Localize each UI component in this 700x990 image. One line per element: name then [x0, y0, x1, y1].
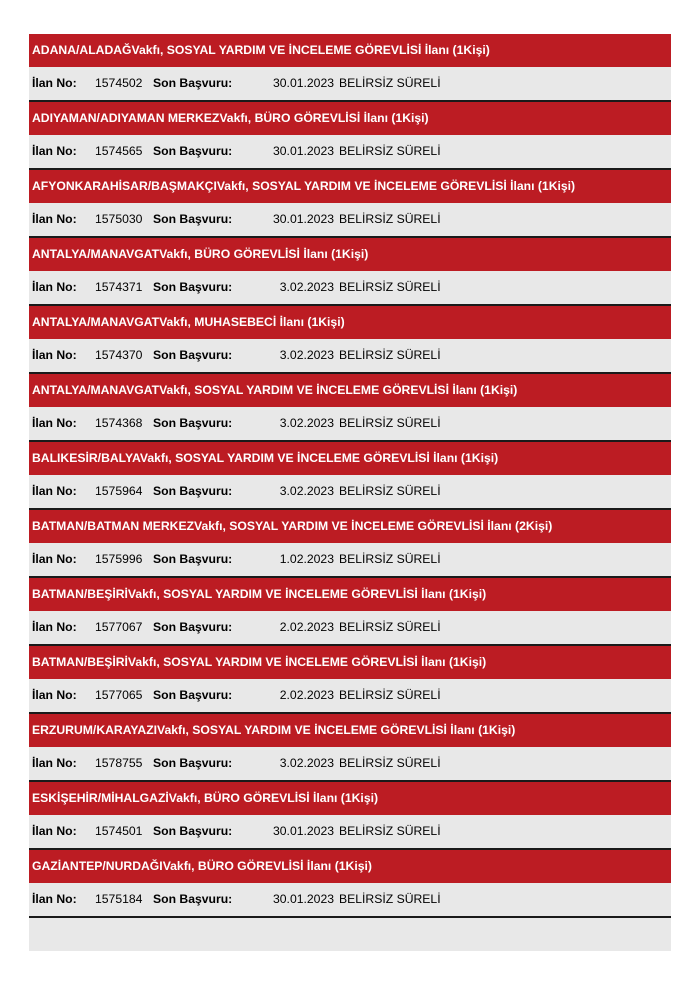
ilan-no-value: 1577065 [95, 688, 143, 702]
son-basvuru-label: Son Başvuru: [153, 552, 233, 566]
listing-entry [29, 510, 671, 578]
listing-title-place: BATMAN/BATMAN MERKEZ [32, 519, 195, 533]
listing-details [29, 815, 671, 850]
duration-value: BELİRSİZ SÜRELİ [339, 280, 441, 294]
son-basvuru-value: 30.01.2023 [273, 824, 334, 838]
ilan-no-label: İlan No: [32, 144, 77, 158]
listing-details [29, 339, 671, 374]
listing-entry [29, 646, 671, 714]
duration-value: BELİRSİZ SÜRELİ [339, 212, 441, 226]
ilan-no-value: 1575996 [95, 552, 143, 566]
listing-title[interactable] [29, 714, 671, 747]
listing-entry [29, 306, 671, 374]
listing-details [29, 271, 671, 306]
listing-title-place: ERZURUM/KARAYAZI [32, 723, 158, 737]
son-basvuru-label: Son Başvuru: [153, 620, 233, 634]
ilan-no-value: 1577067 [95, 620, 143, 634]
duration-value: BELİRSİZ SÜRELİ [339, 824, 441, 838]
listing-entry [29, 442, 671, 510]
listing-title-place: ADANA/ALADAĞ [32, 43, 132, 57]
ilan-no-value: 1575184 [95, 892, 143, 906]
son-basvuru-label: Son Başvuru: [153, 76, 233, 90]
listing-title-position: Vakfı, BÜRO GÖREVLİSİ İlanı (1Kişi) [168, 791, 379, 805]
ilan-no-label: İlan No: [32, 552, 77, 566]
ilan-no-label: İlan No: [32, 756, 77, 770]
ilan-no-value: 1575964 [95, 484, 143, 498]
ilan-no-value: 1574371 [95, 280, 143, 294]
ilan-no-label: İlan No: [32, 484, 77, 498]
listing-title-position: Vakfı, SOSYAL YARDIM VE İNCELEME GÖREVLİSİ İlanı (1Kişi) [139, 451, 499, 465]
son-basvuru-label: Son Başvuru: [153, 348, 233, 362]
listing-title[interactable] [29, 102, 671, 135]
son-basvuru-label: Son Başvuru: [153, 144, 233, 158]
duration-value: BELİRSİZ SÜRELİ [339, 756, 441, 770]
listing-title-position: Vakfı, SOSYAL YARDIM VE İNCELEME GÖREVLİSİ İlanı (1Kişi) [216, 179, 576, 193]
listing-details [29, 475, 671, 510]
listing-details [29, 203, 671, 238]
ilan-no-value: 1574502 [95, 76, 143, 90]
ilan-no-label: İlan No: [32, 416, 77, 430]
duration-value: BELİRSİZ SÜRELİ [339, 688, 441, 702]
son-basvuru-label: Son Başvuru: [153, 280, 233, 294]
ilan-no-label: İlan No: [32, 280, 77, 294]
listing-entry [29, 374, 671, 442]
listing-title-place: AFYONKARAHİSAR/BAŞMAKÇI [32, 179, 217, 193]
son-basvuru-value: 3.02.2023 [279, 756, 334, 770]
ilan-no-label: İlan No: [32, 348, 77, 362]
son-basvuru-value: 30.01.2023 [273, 76, 334, 90]
son-basvuru-value: 30.01.2023 [273, 144, 334, 158]
ilan-no-label: İlan No: [32, 76, 77, 90]
ilan-no-label: İlan No: [32, 212, 77, 226]
listing-title-position: Vakfı, SOSYAL YARDIM VE İNCELEME GÖREVLİSİ İlanı (1Kişi) [131, 43, 490, 57]
duration-value: BELİRSİZ SÜRELİ [339, 348, 441, 362]
listing-title-place: ANTALYA/MANAVGAT [32, 315, 160, 329]
duration-value: BELİRSİZ SÜRELİ [339, 892, 441, 906]
listing-title-place: BALIKESİR/BALYA [32, 451, 140, 465]
listing-title-place: ANTALYA/MANAVGAT [32, 383, 160, 397]
ilan-no-value: 1574501 [95, 824, 143, 838]
listing-title[interactable] [29, 34, 671, 67]
ilan-no-value: 1574565 [95, 144, 143, 158]
listing-entry [29, 850, 671, 918]
listing-details [29, 67, 671, 102]
listing-details [29, 135, 671, 170]
listing-title-position: Vakfı, MUHASEBECİ İlanı (1Kişi) [159, 315, 345, 329]
ilan-no-label: İlan No: [32, 620, 77, 634]
ilan-no-label: İlan No: [32, 892, 77, 906]
listing-title-place: BATMAN/BEŞİRİ [32, 655, 128, 669]
listing-entry [29, 578, 671, 646]
ilan-no-value: 1575030 [95, 212, 143, 226]
ilan-no-label: İlan No: [32, 688, 77, 702]
son-basvuru-label: Son Başvuru: [153, 212, 233, 226]
listing-title[interactable] [29, 646, 671, 679]
footer-band [29, 918, 671, 951]
duration-value: BELİRSİZ SÜRELİ [339, 76, 441, 90]
son-basvuru-value: 3.02.2023 [279, 416, 334, 430]
listing-title[interactable] [29, 306, 671, 339]
listing-entry [29, 714, 671, 782]
listing-title-position: Vakfı, BÜRO GÖREVLİSİ İlanı (1Kişi) [219, 111, 429, 125]
son-basvuru-label: Son Başvuru: [153, 416, 233, 430]
son-basvuru-value: 2.02.2023 [279, 688, 334, 702]
duration-value: BELİRSİZ SÜRELİ [339, 484, 441, 498]
son-basvuru-label: Son Başvuru: [153, 688, 233, 702]
listing-title-position: Vakfı, SOSYAL YARDIM VE İNCELEME GÖREVLİSİ İlanı (1Kişi) [127, 587, 487, 601]
duration-value: BELİRSİZ SÜRELİ [339, 416, 441, 430]
listing-title-place: ADIYAMAN/ADIYAMAN MERKEZ [32, 111, 220, 125]
listing-details [29, 611, 671, 646]
ilan-no-value: 1578755 [95, 756, 143, 770]
duration-value: BELİRSİZ SÜRELİ [339, 552, 441, 566]
listing-title-position: Vakfı, SOSYAL YARDIM VE İNCELEME GÖREVLİSİ İlanı (1Kişi) [159, 383, 518, 397]
son-basvuru-value: 1.02.2023 [279, 552, 334, 566]
listing-title[interactable] [29, 170, 671, 203]
ilan-no-label: İlan No: [32, 824, 77, 838]
listing-title[interactable] [29, 238, 671, 271]
ilan-no-value: 1574370 [95, 348, 143, 362]
son-basvuru-value: 3.02.2023 [279, 280, 334, 294]
son-basvuru-value: 30.01.2023 [273, 892, 334, 906]
listing-title-position: Vakfı, SOSYAL YARDIM VE İNCELEME GÖREVLİSİ İlanı (1Kişi) [157, 723, 516, 737]
listing-title[interactable] [29, 510, 671, 543]
listing-title-place: BATMAN/BEŞİRİ [32, 587, 128, 601]
listing-entry [29, 782, 671, 850]
son-basvuru-label: Son Başvuru: [153, 824, 233, 838]
listing-entry [29, 102, 671, 170]
listing-title-place: ESKİŞEHİR/MİHALGAZİ [32, 791, 169, 805]
listing-title[interactable] [29, 442, 671, 475]
ilan-no-value: 1574368 [95, 416, 143, 430]
son-basvuru-value: 30.01.2023 [273, 212, 334, 226]
listing-entry [29, 34, 671, 102]
listing-entry [29, 170, 671, 238]
listing-details [29, 747, 671, 782]
duration-value: BELİRSİZ SÜRELİ [339, 620, 441, 634]
son-basvuru-value: 3.02.2023 [279, 348, 334, 362]
son-basvuru-label: Son Başvuru: [153, 892, 233, 906]
listing-title[interactable] [29, 374, 671, 407]
listing-title-position: Vakfı, BÜRO GÖREVLİSİ İlanı (1Kişi) [162, 859, 372, 873]
listing-title-position: Vakfı, SOSYAL YARDIM VE İNCELEME GÖREVLİSİ İlanı (2Kişi) [194, 519, 553, 533]
listing-details [29, 407, 671, 442]
son-basvuru-value: 2.02.2023 [279, 620, 334, 634]
listing-title-place: GAZİANTEP/NURDAĞI [32, 859, 163, 873]
listing-details [29, 679, 671, 714]
listing-details [29, 543, 671, 578]
listing-entry [29, 238, 671, 306]
listing-title[interactable] [29, 578, 671, 611]
son-basvuru-label: Son Başvuru: [153, 756, 233, 770]
listing-details [29, 883, 671, 918]
duration-value: BELİRSİZ SÜRELİ [339, 144, 441, 158]
listing-list [29, 34, 671, 951]
listing-title-position: Vakfı, SOSYAL YARDIM VE İNCELEME GÖREVLİSİ İlanı (1Kişi) [127, 655, 487, 669]
listing-title[interactable] [29, 782, 671, 815]
son-basvuru-label: Son Başvuru: [153, 484, 233, 498]
listing-title-position: Vakfı, BÜRO GÖREVLİSİ İlanı (1Kişi) [159, 247, 369, 261]
son-basvuru-value: 3.02.2023 [279, 484, 334, 498]
listing-title[interactable] [29, 850, 671, 883]
listing-title-place: ANTALYA/MANAVGAT [32, 247, 160, 261]
